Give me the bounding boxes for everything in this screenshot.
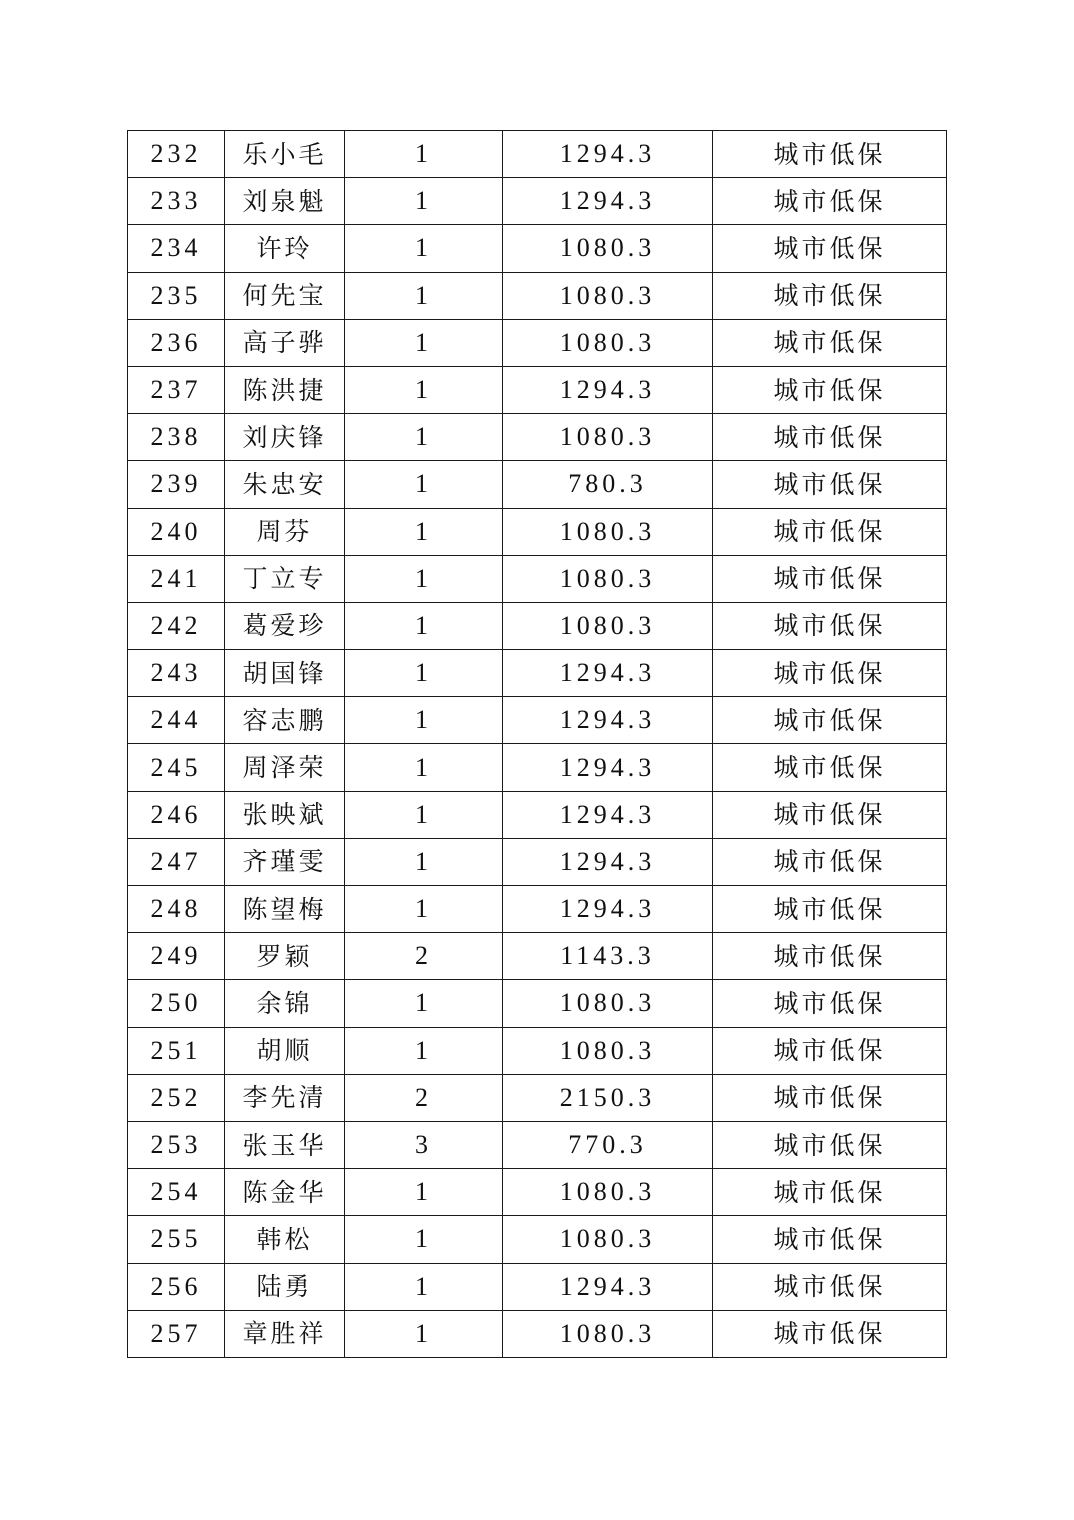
cell-assistance-type: 城市低保 xyxy=(713,1121,947,1168)
cell-serial-number: 249 xyxy=(128,933,225,980)
cell-household-count: 2 xyxy=(345,1074,503,1121)
cell-name: 刘泉魁 xyxy=(225,178,345,225)
table-row xyxy=(128,1027,947,1074)
cell-household-count: 1 xyxy=(345,414,503,461)
table-row xyxy=(128,555,947,602)
cell-serial-number: 239 xyxy=(128,461,225,508)
cell-assistance-type: 城市低保 xyxy=(713,1216,947,1263)
cell-name: 陈金华 xyxy=(225,1169,345,1216)
cell-serial-number: 246 xyxy=(128,791,225,838)
cell-household-count: 1 xyxy=(345,1216,503,1263)
cell-name: 余锦 xyxy=(225,980,345,1027)
table-row xyxy=(128,178,947,225)
table-body xyxy=(128,131,947,1358)
cell-household-count: 1 xyxy=(345,272,503,319)
cell-serial-number: 243 xyxy=(128,650,225,697)
cell-amount: 1294.3 xyxy=(503,838,713,885)
cell-serial-number: 236 xyxy=(128,319,225,366)
cell-serial-number: 255 xyxy=(128,1216,225,1263)
cell-amount: 1294.3 xyxy=(503,178,713,225)
cell-name: 何先宝 xyxy=(225,272,345,319)
cell-serial-number: 244 xyxy=(128,697,225,744)
cell-assistance-type: 城市低保 xyxy=(713,414,947,461)
cell-assistance-type: 城市低保 xyxy=(713,1169,947,1216)
cell-name: 丁立专 xyxy=(225,555,345,602)
table-row xyxy=(128,744,947,791)
cell-household-count: 1 xyxy=(345,225,503,272)
table-row xyxy=(128,838,947,885)
cell-name: 容志鹏 xyxy=(225,697,345,744)
cell-amount: 1080.3 xyxy=(503,1027,713,1074)
cell-household-count: 1 xyxy=(345,838,503,885)
cell-amount: 1294.3 xyxy=(503,1263,713,1310)
table-row xyxy=(128,1074,947,1121)
cell-assistance-type: 城市低保 xyxy=(713,791,947,838)
table-row xyxy=(128,272,947,319)
cell-assistance-type: 城市低保 xyxy=(713,980,947,1027)
cell-serial-number: 250 xyxy=(128,980,225,1027)
cell-name: 齐瑾雯 xyxy=(225,838,345,885)
cell-amount: 780.3 xyxy=(503,461,713,508)
cell-name: 胡顺 xyxy=(225,1027,345,1074)
table-row xyxy=(128,1169,947,1216)
cell-assistance-type: 城市低保 xyxy=(713,225,947,272)
cell-amount: 1294.3 xyxy=(503,744,713,791)
cell-amount: 1294.3 xyxy=(503,131,713,178)
cell-amount: 1080.3 xyxy=(503,602,713,649)
cell-amount: 1080.3 xyxy=(503,980,713,1027)
cell-serial-number: 240 xyxy=(128,508,225,555)
cell-serial-number: 257 xyxy=(128,1310,225,1357)
cell-assistance-type: 城市低保 xyxy=(713,555,947,602)
cell-assistance-type: 城市低保 xyxy=(713,131,947,178)
cell-assistance-type: 城市低保 xyxy=(713,1263,947,1310)
cell-serial-number: 248 xyxy=(128,886,225,933)
cell-assistance-type: 城市低保 xyxy=(713,650,947,697)
cell-name: 张玉华 xyxy=(225,1121,345,1168)
cell-amount: 1080.3 xyxy=(503,555,713,602)
cell-serial-number: 251 xyxy=(128,1027,225,1074)
table-row xyxy=(128,131,947,178)
cell-amount: 1294.3 xyxy=(503,697,713,744)
table-row xyxy=(128,886,947,933)
table-row xyxy=(128,1216,947,1263)
cell-assistance-type: 城市低保 xyxy=(713,319,947,366)
cell-amount: 1294.3 xyxy=(503,650,713,697)
table-row xyxy=(128,980,947,1027)
cell-amount: 1294.3 xyxy=(503,886,713,933)
cell-household-count: 1 xyxy=(345,1263,503,1310)
cell-serial-number: 256 xyxy=(128,1263,225,1310)
cell-assistance-type: 城市低保 xyxy=(713,366,947,413)
cell-assistance-type: 城市低保 xyxy=(713,1310,947,1357)
cell-assistance-type: 城市低保 xyxy=(713,744,947,791)
cell-household-count: 1 xyxy=(345,555,503,602)
cell-name: 许玲 xyxy=(225,225,345,272)
cell-household-count: 1 xyxy=(345,744,503,791)
cell-assistance-type: 城市低保 xyxy=(713,838,947,885)
cell-amount: 770.3 xyxy=(503,1121,713,1168)
cell-amount: 2150.3 xyxy=(503,1074,713,1121)
cell-name: 朱忠安 xyxy=(225,461,345,508)
cell-assistance-type: 城市低保 xyxy=(713,178,947,225)
cell-assistance-type: 城市低保 xyxy=(713,508,947,555)
cell-name: 张映斌 xyxy=(225,791,345,838)
cell-household-count: 1 xyxy=(345,131,503,178)
cell-serial-number: 254 xyxy=(128,1169,225,1216)
cell-assistance-type: 城市低保 xyxy=(713,602,947,649)
cell-amount: 1080.3 xyxy=(503,508,713,555)
cell-amount: 1080.3 xyxy=(503,1169,713,1216)
cell-name: 陈洪捷 xyxy=(225,366,345,413)
cell-assistance-type: 城市低保 xyxy=(713,697,947,744)
table-row xyxy=(128,602,947,649)
cell-household-count: 1 xyxy=(345,1310,503,1357)
cell-name: 韩松 xyxy=(225,1216,345,1263)
cell-name: 李先清 xyxy=(225,1074,345,1121)
table-row xyxy=(128,414,947,461)
cell-name: 周泽荣 xyxy=(225,744,345,791)
cell-name: 葛爱珍 xyxy=(225,602,345,649)
cell-name: 刘庆锋 xyxy=(225,414,345,461)
table-row xyxy=(128,650,947,697)
table-row xyxy=(128,319,947,366)
subsidy-table xyxy=(127,130,947,1358)
cell-household-count: 1 xyxy=(345,886,503,933)
cell-household-count: 1 xyxy=(345,461,503,508)
cell-household-count: 1 xyxy=(345,650,503,697)
cell-amount: 1080.3 xyxy=(503,225,713,272)
table-row xyxy=(128,225,947,272)
cell-name: 章胜祥 xyxy=(225,1310,345,1357)
cell-amount: 1080.3 xyxy=(503,1310,713,1357)
table-row xyxy=(128,508,947,555)
cell-name: 高子骅 xyxy=(225,319,345,366)
cell-amount: 1143.3 xyxy=(503,933,713,980)
cell-household-count: 1 xyxy=(345,319,503,366)
cell-household-count: 1 xyxy=(345,602,503,649)
table-row xyxy=(128,933,947,980)
cell-household-count: 1 xyxy=(345,791,503,838)
cell-amount: 1080.3 xyxy=(503,319,713,366)
cell-household-count: 2 xyxy=(345,933,503,980)
cell-serial-number: 238 xyxy=(128,414,225,461)
table-row xyxy=(128,697,947,744)
cell-serial-number: 232 xyxy=(128,131,225,178)
cell-name: 罗颖 xyxy=(225,933,345,980)
cell-serial-number: 237 xyxy=(128,366,225,413)
table-row xyxy=(128,1121,947,1168)
cell-household-count: 1 xyxy=(345,508,503,555)
cell-amount: 1080.3 xyxy=(503,272,713,319)
cell-assistance-type: 城市低保 xyxy=(713,886,947,933)
cell-serial-number: 252 xyxy=(128,1074,225,1121)
cell-assistance-type: 城市低保 xyxy=(713,933,947,980)
cell-serial-number: 234 xyxy=(128,225,225,272)
cell-household-count: 1 xyxy=(345,1027,503,1074)
cell-serial-number: 235 xyxy=(128,272,225,319)
cell-name: 胡国锋 xyxy=(225,650,345,697)
cell-name: 陈望梅 xyxy=(225,886,345,933)
cell-serial-number: 245 xyxy=(128,744,225,791)
cell-household-count: 1 xyxy=(345,980,503,1027)
table-row xyxy=(128,1310,947,1357)
cell-household-count: 1 xyxy=(345,1169,503,1216)
cell-amount: 1080.3 xyxy=(503,1216,713,1263)
table-row xyxy=(128,1263,947,1310)
cell-name: 陆勇 xyxy=(225,1263,345,1310)
cell-amount: 1294.3 xyxy=(503,791,713,838)
table-row xyxy=(128,791,947,838)
cell-assistance-type: 城市低保 xyxy=(713,461,947,508)
cell-amount: 1294.3 xyxy=(503,366,713,413)
cell-serial-number: 253 xyxy=(128,1121,225,1168)
cell-serial-number: 233 xyxy=(128,178,225,225)
cell-household-count: 1 xyxy=(345,366,503,413)
cell-serial-number: 241 xyxy=(128,555,225,602)
cell-household-count: 3 xyxy=(345,1121,503,1168)
cell-assistance-type: 城市低保 xyxy=(713,272,947,319)
cell-assistance-type: 城市低保 xyxy=(713,1027,947,1074)
cell-assistance-type: 城市低保 xyxy=(713,1074,947,1121)
cell-serial-number: 242 xyxy=(128,602,225,649)
cell-serial-number: 247 xyxy=(128,838,225,885)
cell-name: 乐小毛 xyxy=(225,131,345,178)
cell-household-count: 1 xyxy=(345,697,503,744)
cell-name: 周芬 xyxy=(225,508,345,555)
table-row xyxy=(128,461,947,508)
table-row xyxy=(128,366,947,413)
cell-household-count: 1 xyxy=(345,178,503,225)
cell-amount: 1080.3 xyxy=(503,414,713,461)
